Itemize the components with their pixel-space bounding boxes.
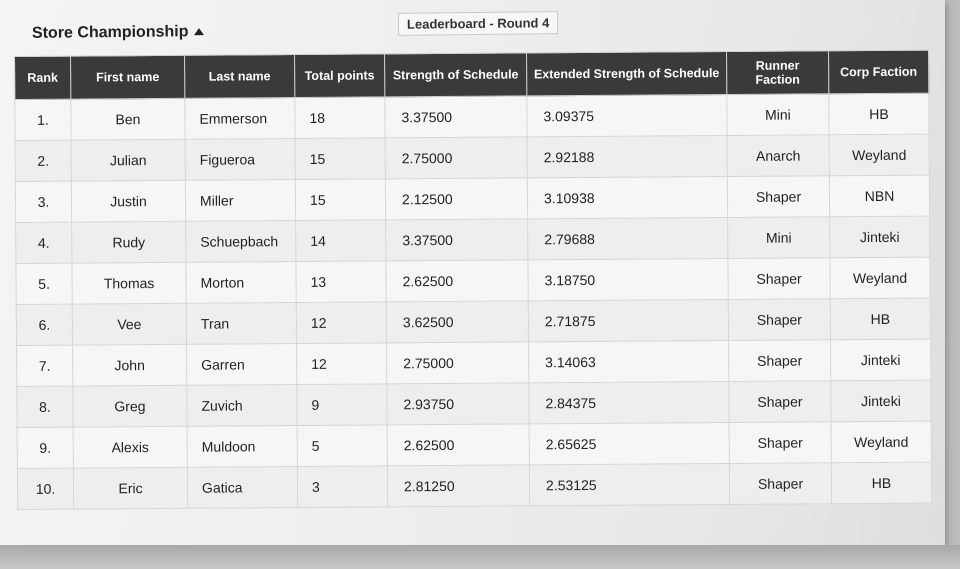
corp-faction-cell: Jinteki — [831, 380, 931, 422]
total-points-cell: 15 — [295, 179, 385, 221]
strength-of-schedule-cell: 2.62500 — [386, 260, 528, 302]
runner-faction-cell: Shaper — [729, 463, 831, 505]
extended-strength-of-schedule-cell: 3.18750 — [528, 259, 728, 301]
extended-strength-of-schedule-cell: 2.79688 — [528, 218, 728, 260]
rank-cell: 2. — [15, 140, 71, 181]
total-points-cell: 3 — [297, 466, 387, 508]
total-points-cell: 14 — [296, 220, 386, 262]
runner-faction-cell: Mini — [728, 217, 830, 259]
total-points-cell: 12 — [296, 302, 386, 344]
strength-of-schedule-cell: 2.81250 — [387, 465, 529, 507]
table-row — [15, 134, 929, 181]
corp-faction-cell: Weyland — [830, 257, 930, 299]
first-name-cell: Alexis — [73, 426, 187, 468]
total-points-cell: 5 — [297, 425, 387, 467]
first-name-cell: Ben — [71, 98, 185, 140]
table-body — [15, 93, 932, 509]
strength-of-schedule-cell: 3.37500 — [385, 96, 527, 138]
last-name-cell: Gatica — [187, 467, 297, 509]
total-points-cell: 18 — [295, 97, 385, 139]
section-heading — [32, 23, 205, 43]
table-row — [15, 175, 929, 222]
rank-cell: 1. — [15, 99, 71, 140]
runner-faction-cell: Anarch — [727, 135, 829, 177]
leaderboard-table-container — [14, 50, 931, 510]
table-row — [17, 421, 931, 468]
rank-cell: 9. — [17, 427, 73, 468]
column-header-strength-of-schedule[interactable]: Strength of Schedule — [384, 53, 526, 97]
rank-cell: 7. — [17, 345, 73, 386]
first-name-cell: Rudy — [72, 221, 186, 263]
column-header-first-name[interactable]: First name — [71, 55, 185, 99]
last-name-cell: Garren — [187, 344, 297, 386]
last-name-cell: Zuvich — [187, 385, 297, 427]
rank-cell: 4. — [16, 222, 72, 263]
rank-cell: 10. — [17, 468, 73, 509]
first-name-cell: Eric — [73, 467, 187, 509]
extended-strength-of-schedule-cell: 2.65625 — [529, 423, 729, 465]
column-header-last-name[interactable]: Last name — [184, 55, 294, 99]
runner-faction-cell: Shaper — [727, 176, 829, 218]
corp-faction-cell: Jinteki — [831, 339, 931, 381]
column-header-rank[interactable]: Rank — [15, 56, 71, 99]
table-row — [17, 339, 931, 386]
strength-of-schedule-cell: 2.62500 — [387, 424, 529, 466]
runner-faction-cell: Shaper — [729, 422, 831, 464]
rank-cell: 8. — [17, 386, 73, 427]
last-name-cell: Emmerson — [185, 98, 295, 140]
runner-faction-cell: Shaper — [729, 381, 831, 423]
total-points-cell: 9 — [297, 384, 387, 426]
header-row — [15, 50, 929, 99]
last-name-cell: Figueroa — [185, 139, 295, 181]
rank-cell: 6. — [16, 304, 72, 345]
extended-strength-of-schedule-cell: 3.09375 — [527, 95, 727, 137]
table-row — [17, 462, 931, 509]
corp-faction-cell: HB — [831, 462, 931, 504]
first-name-cell: Justin — [71, 180, 185, 222]
sort-ascending-icon — [194, 28, 204, 35]
extended-strength-of-schedule-cell: 2.71875 — [528, 300, 728, 342]
strength-of-schedule-cell: 2.75000 — [387, 342, 529, 384]
runner-faction-cell: Mini — [727, 94, 829, 136]
column-header-extended-strength-of-schedule[interactable]: Extended Strength of Schedule — [526, 52, 726, 96]
leaderboard-table — [14, 50, 932, 510]
last-name-cell: Schuepbach — [186, 221, 296, 263]
corp-faction-cell: HB — [830, 298, 930, 340]
table-row — [17, 380, 931, 427]
total-points-cell: 13 — [296, 261, 386, 303]
column-header-runner-faction[interactable]: Runner Faction — [726, 51, 828, 95]
strength-of-schedule-cell: 3.62500 — [386, 301, 528, 343]
runner-faction-cell: Shaper — [728, 299, 830, 341]
total-points-cell: 15 — [295, 138, 385, 180]
corp-faction-cell: Jinteki — [830, 216, 930, 258]
extended-strength-of-schedule-cell: 2.84375 — [529, 382, 729, 424]
corp-faction-cell: Weyland — [829, 134, 929, 176]
total-points-cell: 12 — [297, 343, 387, 385]
first-name-cell: Vee — [72, 303, 186, 345]
corp-faction-cell: Weyland — [831, 421, 931, 463]
corp-faction-cell: HB — [829, 93, 929, 135]
column-header-total-points[interactable]: Total points — [294, 54, 384, 98]
strength-of-schedule-cell: 3.37500 — [386, 219, 528, 261]
first-name-cell: John — [73, 344, 187, 386]
last-name-cell: Miller — [185, 180, 295, 222]
last-name-cell: Muldoon — [187, 426, 297, 468]
strength-of-schedule-cell: 2.75000 — [385, 137, 527, 179]
page-title: Leaderboard - Round 4 — [398, 11, 559, 36]
first-name-cell: Thomas — [72, 262, 186, 304]
extended-strength-of-schedule-cell: 2.92188 — [527, 136, 727, 178]
corp-faction-cell: NBN — [829, 175, 929, 217]
desk-surface — [0, 545, 960, 569]
table-row — [16, 298, 930, 345]
column-header-corp-faction[interactable]: Corp Faction — [828, 50, 928, 94]
extended-strength-of-schedule-cell: 2.53125 — [529, 464, 729, 506]
rank-cell: 5. — [16, 263, 72, 304]
last-name-cell: Morton — [186, 262, 296, 304]
table-row — [16, 257, 930, 304]
strength-of-schedule-cell: 2.12500 — [385, 178, 527, 220]
heading-text: Store Championship — [31, 23, 189, 42]
rank-cell: 3. — [15, 181, 71, 222]
table-row — [15, 93, 929, 140]
first-name-cell: Julian — [71, 139, 185, 181]
extended-strength-of-schedule-cell: 3.10938 — [527, 177, 727, 219]
extended-strength-of-schedule-cell: 3.14063 — [529, 341, 729, 383]
first-name-cell: Greg — [73, 385, 187, 427]
last-name-cell: Tran — [186, 303, 296, 345]
table-row — [16, 216, 930, 263]
strength-of-schedule-cell: 2.93750 — [387, 383, 529, 425]
runner-faction-cell: Shaper — [728, 258, 830, 300]
runner-faction-cell: Shaper — [729, 340, 831, 382]
